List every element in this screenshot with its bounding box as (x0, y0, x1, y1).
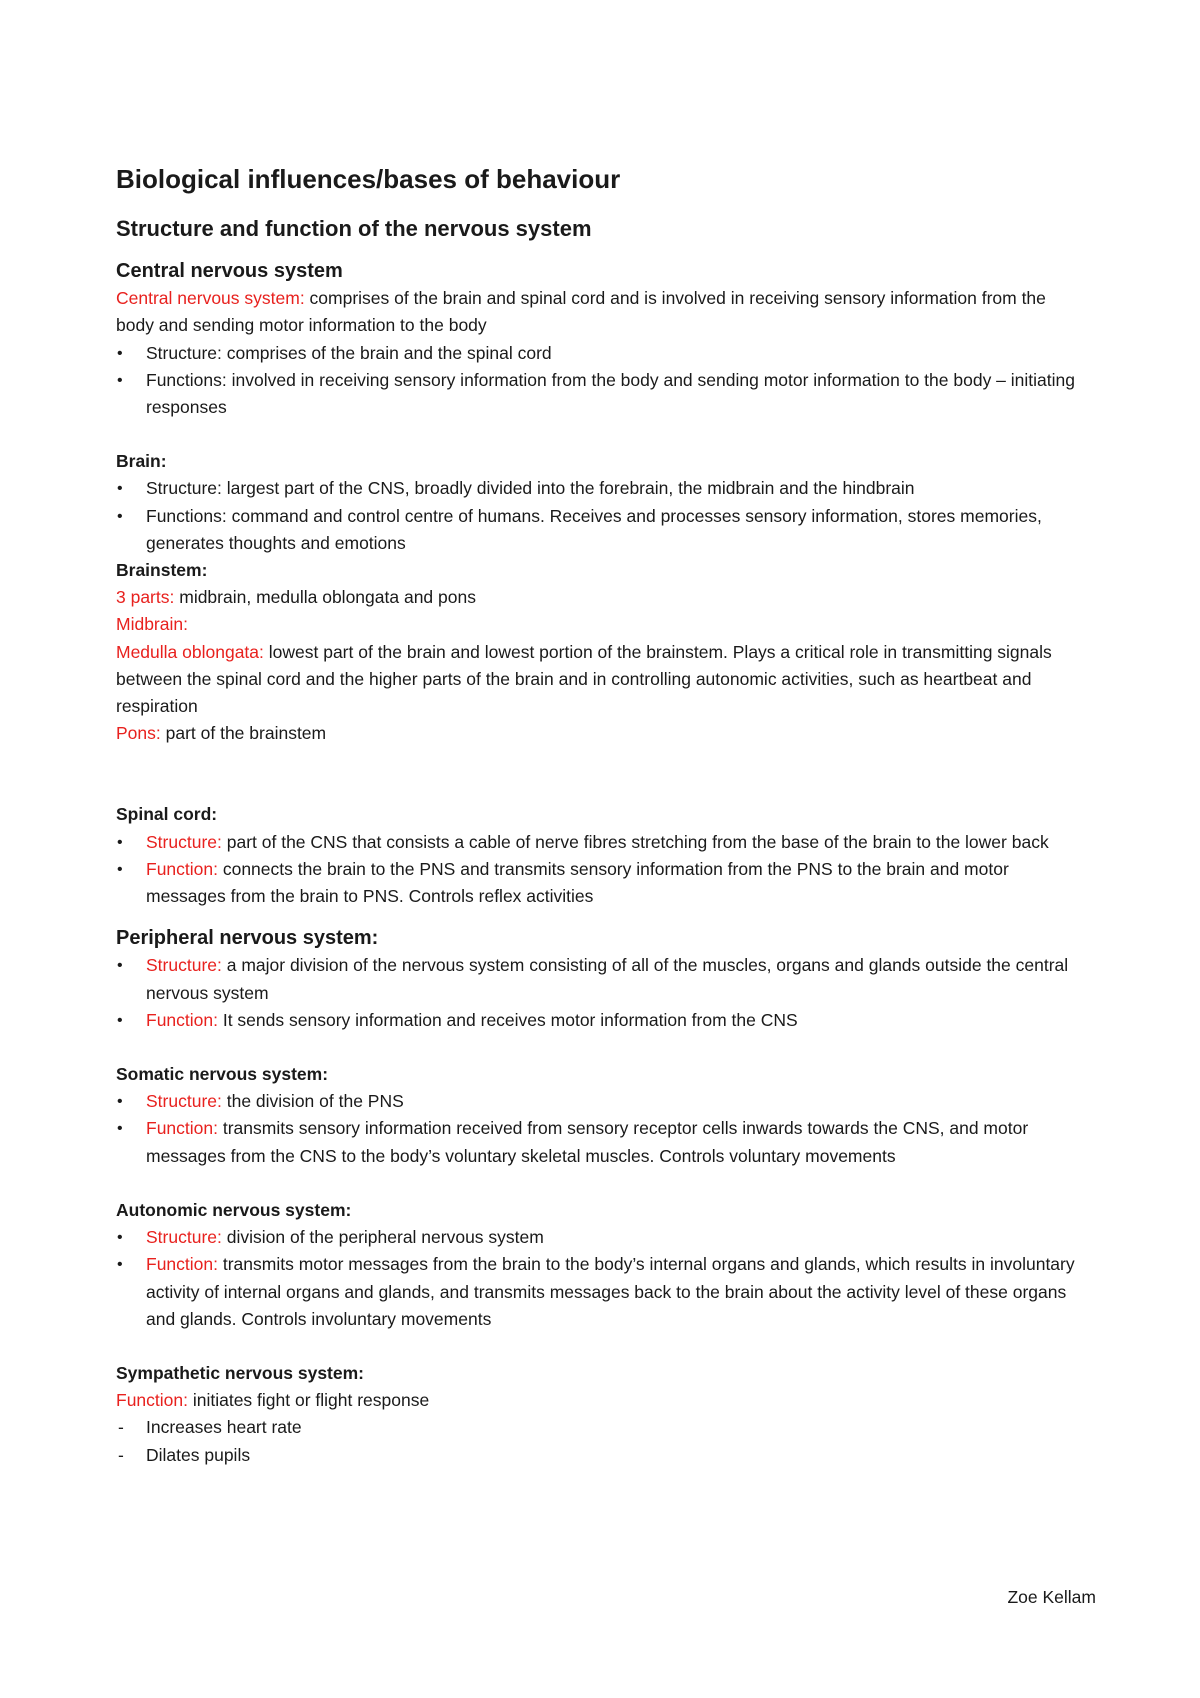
brain-bullet-list (116, 475, 1076, 557)
somatic-bullet-function (116, 1115, 1076, 1169)
cns-definition-term: Central nervous system: (116, 288, 305, 309)
pns-structure-term: Structure: (146, 955, 222, 976)
brain-heading: Brain: (116, 451, 167, 472)
medulla-term: Medulla oblongata: (116, 641, 264, 662)
sympathetic-function-term: Function: (116, 1390, 188, 1411)
spinal-cord-heading: Spinal cord: (116, 804, 218, 825)
autonomic-structure-term: Structure: (146, 1227, 222, 1248)
autonomic-bullet-list (116, 1224, 1076, 1333)
sympathetic-dash-list (116, 1414, 1076, 1468)
cns-heading: Central nervous system (116, 260, 343, 282)
brainstem-heading: Brainstem: (116, 560, 208, 581)
somatic-heading: Somatic nervous system: (116, 1064, 329, 1085)
sympathetic-item-heart-rate: - Increases heart rate (116, 1414, 1076, 1441)
somatic-bullet-list (116, 1088, 1076, 1170)
pns-bullet-function (116, 1007, 1076, 1034)
somatic-bullet-structure (116, 1088, 1076, 1115)
autonomic-bullet-structure (116, 1224, 1076, 1251)
midbrain-term: Midbrain: (116, 614, 188, 635)
document-title: Biological influences/bases of behaviour (116, 164, 621, 194)
spinal-cord-bullet-structure (116, 829, 1076, 856)
autonomic-structure-text: division of the peripheral nervous system (221, 1227, 544, 1248)
pns-structure-text: a major division of the nervous system consisting of all of the muscles, organs and glands outside the central nervous system (146, 955, 1069, 1003)
document-body (116, 258, 1076, 1469)
pons-text: part of the brainstem (160, 723, 327, 744)
pons-definition (116, 720, 1076, 747)
brainstem-parts (116, 584, 1076, 611)
cns-definition-text: comprises of the brain and spinal cord and is involved in receiving sensory information from the body and sending motor information to the body (116, 288, 1046, 336)
brain-bullet-functions: • Functions: command and control centre of humans. Receives and processes sensory information, stores memories, generates thoughts and emotions (116, 503, 1076, 557)
somatic-structure-term: Structure: (146, 1091, 222, 1112)
somatic-function-term: Function: (146, 1118, 218, 1139)
cns-bullet-structure: • Structure: comprises of the brain and the spinal cord (116, 340, 1076, 367)
brain-bullet-structure: • Structure: largest part of the CNS, broadly divided into the forebrain, the midbrain and the hindbrain (116, 475, 1076, 502)
brainstem-parts-term: 3 parts: (116, 587, 175, 608)
autonomic-function-text: transmits motor messages from the brain to the body’s internal organs and glands, which results in involuntary activity of internal organs and glands, and transmits messages back to the brain about the activity level of these organs and glands. Controls involuntary movements (146, 1254, 1075, 1329)
sympathetic-item-pupils: - Dilates pupils (116, 1442, 1076, 1469)
pons-term: Pons: (116, 723, 161, 744)
pns-bullet-list (116, 952, 1076, 1034)
pns-function-term: Function: (146, 1009, 218, 1030)
medulla-definition (116, 639, 1076, 721)
sympathetic-heading: Sympathetic nervous system: (116, 1362, 365, 1383)
medulla-text: lowest part of the brain and lowest portion of the brainstem. Plays a critical role in transmitting signals between the spinal cord and the higher parts of the brain and in controlling autonomic activities, such as heartbeat and respiration (116, 641, 1052, 717)
spinal-function-text: connects the brain to the PNS and transmits sensory information from the PNS to the brain and motor messages from the brain to PNS. Controls reflex activities (146, 858, 1009, 907)
spinal-structure-text: part of the CNS that consists a cable of nerve fibres stretching from the base of the brain to the lower back (221, 831, 1049, 852)
spinal-cord-bullet-list (116, 829, 1076, 911)
cns-bullet-list (116, 340, 1076, 422)
autonomic-function-term: Function: (146, 1254, 218, 1275)
somatic-function-text: transmits sensory information received from sensory receptor cells inwards towards the CNS, and motor messages from the CNS to the body’s voluntary skeletal muscles. Controls voluntary movements (146, 1118, 1029, 1166)
cns-bullet-functions: • Functions: involved in receiving sensory information from the body and sending motor information to the body – initiating responses (116, 367, 1076, 421)
autonomic-bullet-function (116, 1251, 1076, 1333)
spinal-structure-term: Structure: (146, 831, 222, 852)
document-subtitle: Structure and function of the nervous system (116, 216, 592, 241)
spinal-cord-bullet-function (116, 856, 1076, 910)
brainstem-parts-text: midbrain, medulla oblongata and pons (174, 587, 476, 608)
sympathetic-function-text: initiates fight or flight response (187, 1390, 430, 1411)
pns-bullet-structure (116, 952, 1076, 1006)
cns-definition (116, 285, 1076, 339)
pns-function-text: It sends sensory information and receives motor information from the CNS (217, 1009, 798, 1030)
somatic-structure-text: the division of the PNS (221, 1091, 404, 1112)
footer-author: Zoe Kellam (1007, 1587, 1096, 1607)
pns-heading: Peripheral nervous system: (116, 927, 379, 950)
sympathetic-function (116, 1387, 1076, 1414)
autonomic-heading: Autonomic nervous system: (116, 1199, 352, 1220)
spinal-function-term: Function: (146, 858, 218, 879)
